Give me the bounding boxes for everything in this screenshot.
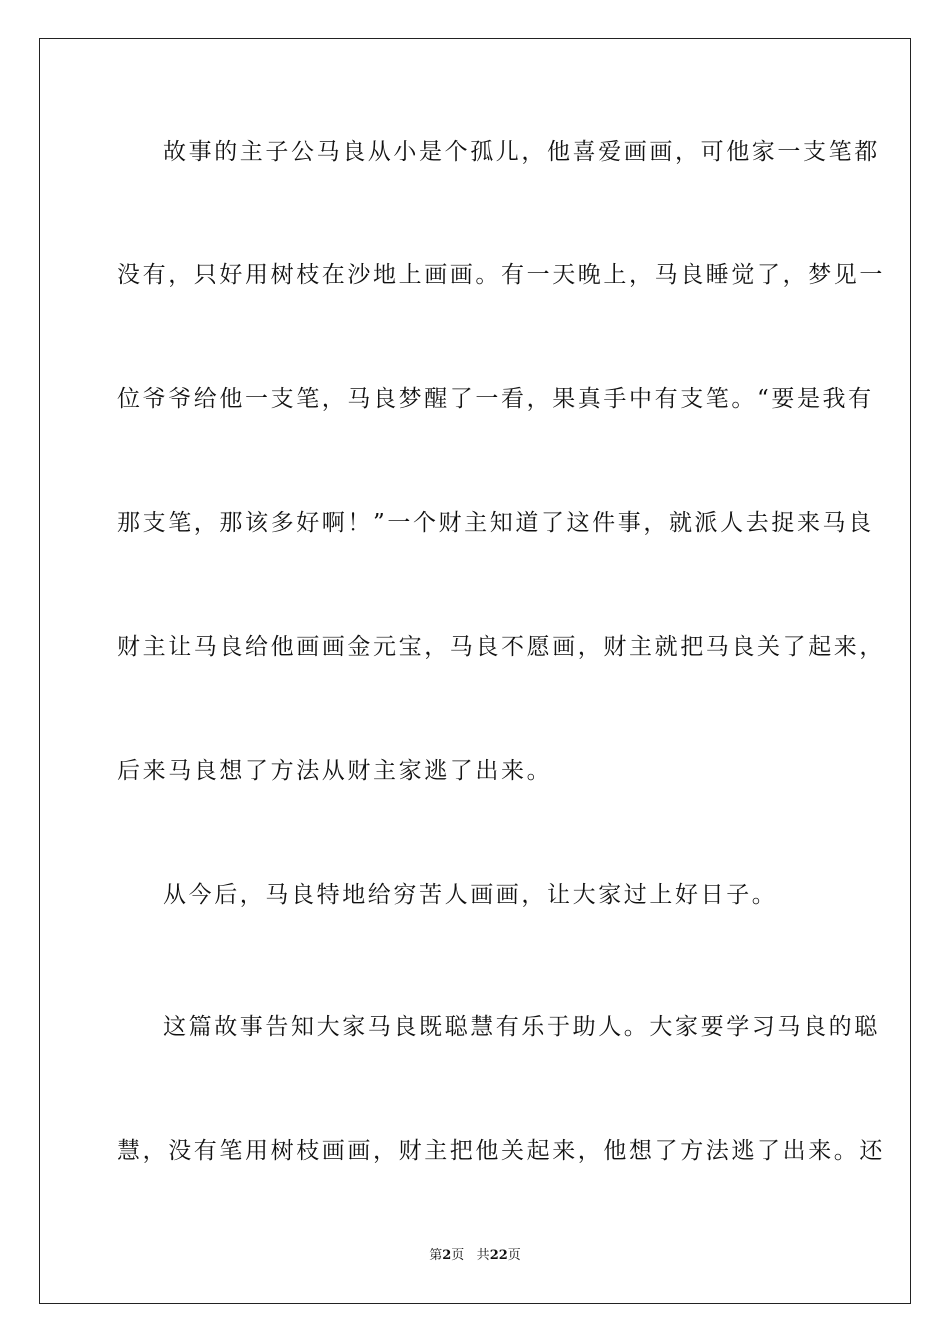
paragraph-1-line-4: 那支笔，那该多好啊！”一个财主知道了这件事，就派人去捉来马良 [117, 510, 874, 536]
footer-page-prefix: 第 [429, 1248, 443, 1263]
paragraph-1-line-5: 财主让马良给他画画金元宝，马良不愿画，财主就把马良关了起来， [117, 634, 885, 660]
footer-total-suffix: 页 [507, 1248, 521, 1263]
paragraph-1-line-6: 后来马良想了方法从财主家逃了出来。 [117, 758, 553, 784]
footer-total-prefix: 共 [476, 1248, 490, 1263]
paragraph-2-line-1: 从今后，马良特地给穷苦人画画，让大家过上好日子。 [163, 882, 778, 908]
paragraph-1-line-2: 没有，只好用树枝在沙地上画画。有一天晚上，马良睡觉了，梦见一 [117, 262, 885, 288]
paragraph-3-line-1: 这篇故事告知大家马良既聪慧有乐于助人。大家要学习马良的聪 [163, 1014, 880, 1040]
footer-page-current: 2 [442, 1248, 452, 1263]
footer-page-suffix: 页 [451, 1248, 465, 1263]
page-border [39, 38, 911, 1304]
paragraph-1-line-1: 故事的主子公马良从小是个孤儿，他喜爱画画，可他家一支笔都 [163, 139, 880, 165]
paragraph-1-line-3: 位爷爷给他一支笔，马良梦醒了一看，果真手中有支笔。“要是我有 [117, 386, 874, 412]
footer-page-total: 22 [489, 1248, 508, 1263]
page-number-footer [0, 1247, 950, 1265]
paragraph-3-line-2: 慧，没有笔用树枝画画，财主把他关起来，他想了方法逃了出来。还 [117, 1138, 885, 1164]
